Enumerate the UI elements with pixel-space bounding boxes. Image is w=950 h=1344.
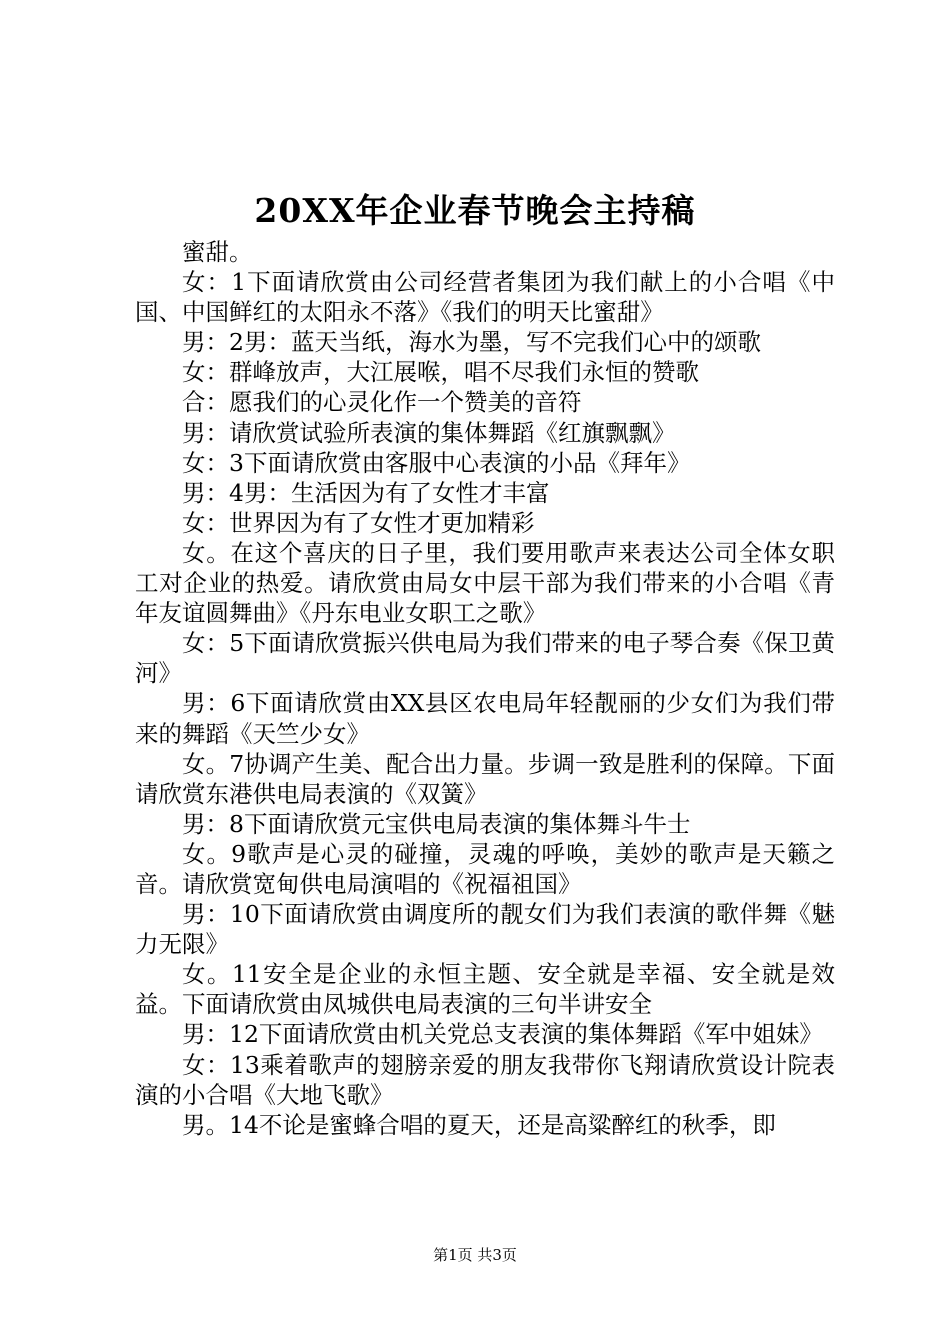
- paragraph: 女：5下面请欣赏振兴供电局为我们带来的电子琴合奏《保卫黄河》: [135, 629, 835, 688]
- paragraph: 女。7协调产生美、配合出力量。步调一致是胜利的保障。下面请欣赏东港供电局表演的《双簧》: [135, 749, 835, 808]
- page-title: 20XX年企业春节晚会主持稿: [254, 191, 696, 230]
- document-body: [135, 237, 835, 1140]
- paragraph: 女。9歌声是心灵的碰撞，灵魂的呼唤，美妙的歌声是天籁之音。请欣赏宽甸供电局演唱的《祝福祖国》: [135, 839, 835, 898]
- paragraph: 男：8下面请欣赏元宝供电局表演的集体舞斗牛士: [182, 809, 691, 838]
- paragraph: 男：4男：生活因为有了女性才丰富: [182, 478, 550, 507]
- page-footer: 第1页 共3页: [433, 1246, 517, 1264]
- paragraph: 男：12下面请欣赏由机关党总支表演的集体舞蹈《军中姐妹》: [182, 1020, 823, 1049]
- paragraph: 蜜甜。: [182, 238, 253, 266]
- paragraph: 女：群峰放声，大江展喉，唱不尽我们永恒的赞歌: [182, 358, 699, 387]
- paragraph: 女：13乘着歌声的翅膀亲爱的朋友我带你飞翔请欣赏设计院表演的小合唱《大地飞歌》: [135, 1050, 835, 1109]
- paragraph: 男：2男：蓝天当纸，海水为墨，写不完我们心中的颂歌: [182, 328, 761, 357]
- paragraph: 合：愿我们的心灵化作一个赞美的音符: [182, 388, 582, 417]
- paragraph: 女：3下面请欣赏由客服中心表演的小品《拜年》: [182, 448, 691, 477]
- paragraph: 男。14不论是蜜蜂合唱的夏天，还是高粱醉红的秋季，即: [182, 1110, 776, 1139]
- paragraph: 男：10下面请欣赏由调度所的靓女们为我们表演的歌伴舞《魅力无限》: [135, 900, 835, 959]
- paragraph: 女：世界因为有了女性才更加精彩: [182, 508, 535, 537]
- paragraph: 女：1下面请欣赏由公司经营者集团为我们献上的小合唱《中国、中国鲜红的太阳永不落》《我们的明天比蜜甜》: [135, 268, 835, 327]
- paragraph: 男：6下面请欣赏由XX县区农电局年轻靓丽的少女们为我们带来的舞蹈《天竺少女》: [135, 689, 835, 748]
- paragraph: 女。在这个喜庆的日子里，我们要用歌声来表达公司全体女职工对企业的热爱。请欣赏由局女中层干部为我们带来的小合唱《青年友谊圆舞曲》《丹东电业女职工之歌》: [135, 538, 835, 628]
- paragraph: 男：请欣赏试验所表演的集体舞蹈《红旗飘飘》: [182, 418, 676, 447]
- paragraph: 女。11安全是企业的永恒主题、安全就是幸福、安全就是效益。下面请欣赏由凤城供电局表演的三句半讲安全: [135, 960, 835, 1019]
